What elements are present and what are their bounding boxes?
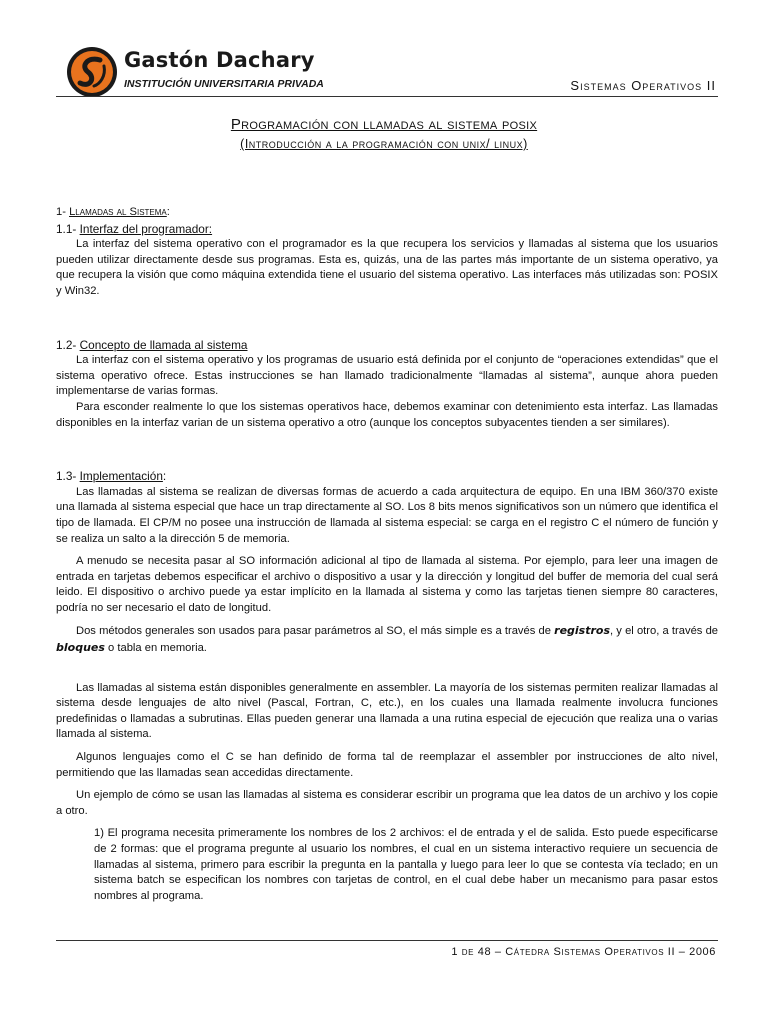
text-run: o tabla en memoria. — [104, 642, 207, 655]
emphasis-bloques: bloques — [56, 641, 105, 655]
document-title: Programación con llamadas al sistema posix — [230, 116, 538, 133]
section-1-3-colon: : — [162, 469, 167, 484]
emphasis-registros: registros — [554, 624, 611, 638]
paragraph — [56, 623, 718, 656]
document-body — [56, 205, 718, 904]
footer-divider — [56, 940, 718, 941]
section-1-1-label: Interfaz del programador: — [79, 221, 213, 236]
section-1-label: Llamadas al Sistema — [69, 206, 167, 218]
section-1-1-number: 1.1- — [56, 221, 80, 236]
document-subtitle: (Introducción a la programación con unix/ linux) — [240, 137, 528, 151]
text-run: Dos métodos generales son usados para pasar parámetros al SO, el más simple es a través de — [76, 625, 555, 638]
section-1-number: 1- — [56, 206, 70, 218]
section-1-2-label: Concepto de llamada al sistema — [79, 337, 248, 352]
institution-subtitle: INSTITUCIÓN UNIVERSITARIA PRIVADA — [124, 78, 324, 90]
section-1-2-heading — [56, 338, 718, 354]
section-1-3-number: 1.3- — [56, 469, 80, 484]
course-name: Sistemas Operativos II — [570, 78, 716, 93]
section-1-colon: : — [166, 206, 170, 218]
institution-name: Gastón Dachary — [124, 48, 315, 72]
paragraph: Las llamadas al sistema se realizan de diversas formas de acuerdo a cada arquitectura de equipo. En una IBM 360/370 existe una llamada al sistema especial que hace un trap directamente al SO. Los 8 bits menos significativos son un número que identifica el tipo de llamada. El CP/M no posee una instrucción de llamada al sistema especial: se carga en el registro C el número de función y se realiza un salto a la dirección 5 de memoria. — [56, 485, 718, 545]
paragraph: Un ejemplo de cómo se usan las llamadas al sistema es considerar escribir un programa que lea datos de un archivo y los copie a otro. — [56, 789, 718, 817]
paragraph: La interfaz con el sistema operativo y los programas de usuario está definida por el conjunto de “operaciones extendidas” que el sistema operativo ofrece. Estas instrucciones se han llamado tradicionalmente “llamadas al sistema”, aunque ahora pueden implementarse de varias formas. — [56, 354, 718, 398]
section-1-2-number: 1.2- — [56, 337, 80, 352]
section-1-3-heading — [56, 469, 718, 485]
list-item: 1) El programa necesita primeramente los nombres de los 2 archivos: el de entrada y el de salida. Esto puede especificarse de 2 formas: que el programa pregunte al usuario los nombres, el cual en un sistema interactivo requiere un secuencia de llamadas al sistema, primero para escribir la pregunta en la pantalla y luego para leer lo que se contesta vía teclado; en un sistema batch se especifican los nombres con tarjetas de control, en el cual debe haber un mecanismo para pasar estos nombres al programa. — [94, 827, 718, 902]
paragraph: A menudo se necesita pasar al SO información adicional al tipo de llamada al sistema. Por ejemplo, para leer una imagen de entrada en tarjetas debemos especificar el archivo o dispositivo a usar y la dirección y longitud del buffer de memoria del cual será leido. El dispositivo o archivo puede ya estar implícito en la llamada al sistema y como las tarjetas tienen siempre 80 caracteres, podría no ser necesario el dato de longitud. — [56, 555, 718, 614]
paragraph: La interfaz del sistema operativo con el programador es la que recupera los servicios y llamadas al sistema que los usuarios pueden utilizar directamente desde sus programas. Esta es, quizás, una de las partes más importante de un sistema operativo, ya que recupera la visión que como máquina extendida tiene el usuario del sistema operativo. Las interfaces más utilizadas son: POSIX y Win32. — [56, 238, 718, 297]
paragraph: Para esconder realmente lo que los sistemas operativos hace, debemos examinar con detenimiento esta interfaz. Las llamadas disponibles en la interfaz varian de un sistema operativo a otro (aunque los conceptos subyacentes tienden a ser similares). — [56, 400, 718, 429]
gaston-dachary-logo-icon — [66, 46, 118, 98]
section-1-1-heading — [56, 222, 718, 238]
text-run: , y el otro, a través de — [610, 625, 719, 638]
section-1-heading — [56, 205, 718, 221]
section-1-3-label: Implementación — [79, 469, 163, 484]
header-divider — [56, 96, 718, 97]
paragraph: Las llamadas al sistema están disponibles generalmente en assembler. La mayoría de los sistemas permiten realizar llamadas al sistema desde lenguajes de alto nivel (Pascal, Fortran, C, etc.), en los cuales una llamada realmente involucra funciones predefinidas o llamadas a subrutinas. Ellas pueden generar una llamada a una rutina especial de ejecución que realiza una o varias llamada al sistema. — [56, 681, 718, 741]
page-footer: 1 de 48 – Cátedra Sistemas Operativos II – 2006 — [451, 946, 716, 958]
paragraph: Algunos lenguajes como el C se han definido de forma tal de reemplazar el assembler por instrucciones de alto nivel, permitiendo que las llamadas sean accedidas directamente. — [56, 751, 718, 779]
